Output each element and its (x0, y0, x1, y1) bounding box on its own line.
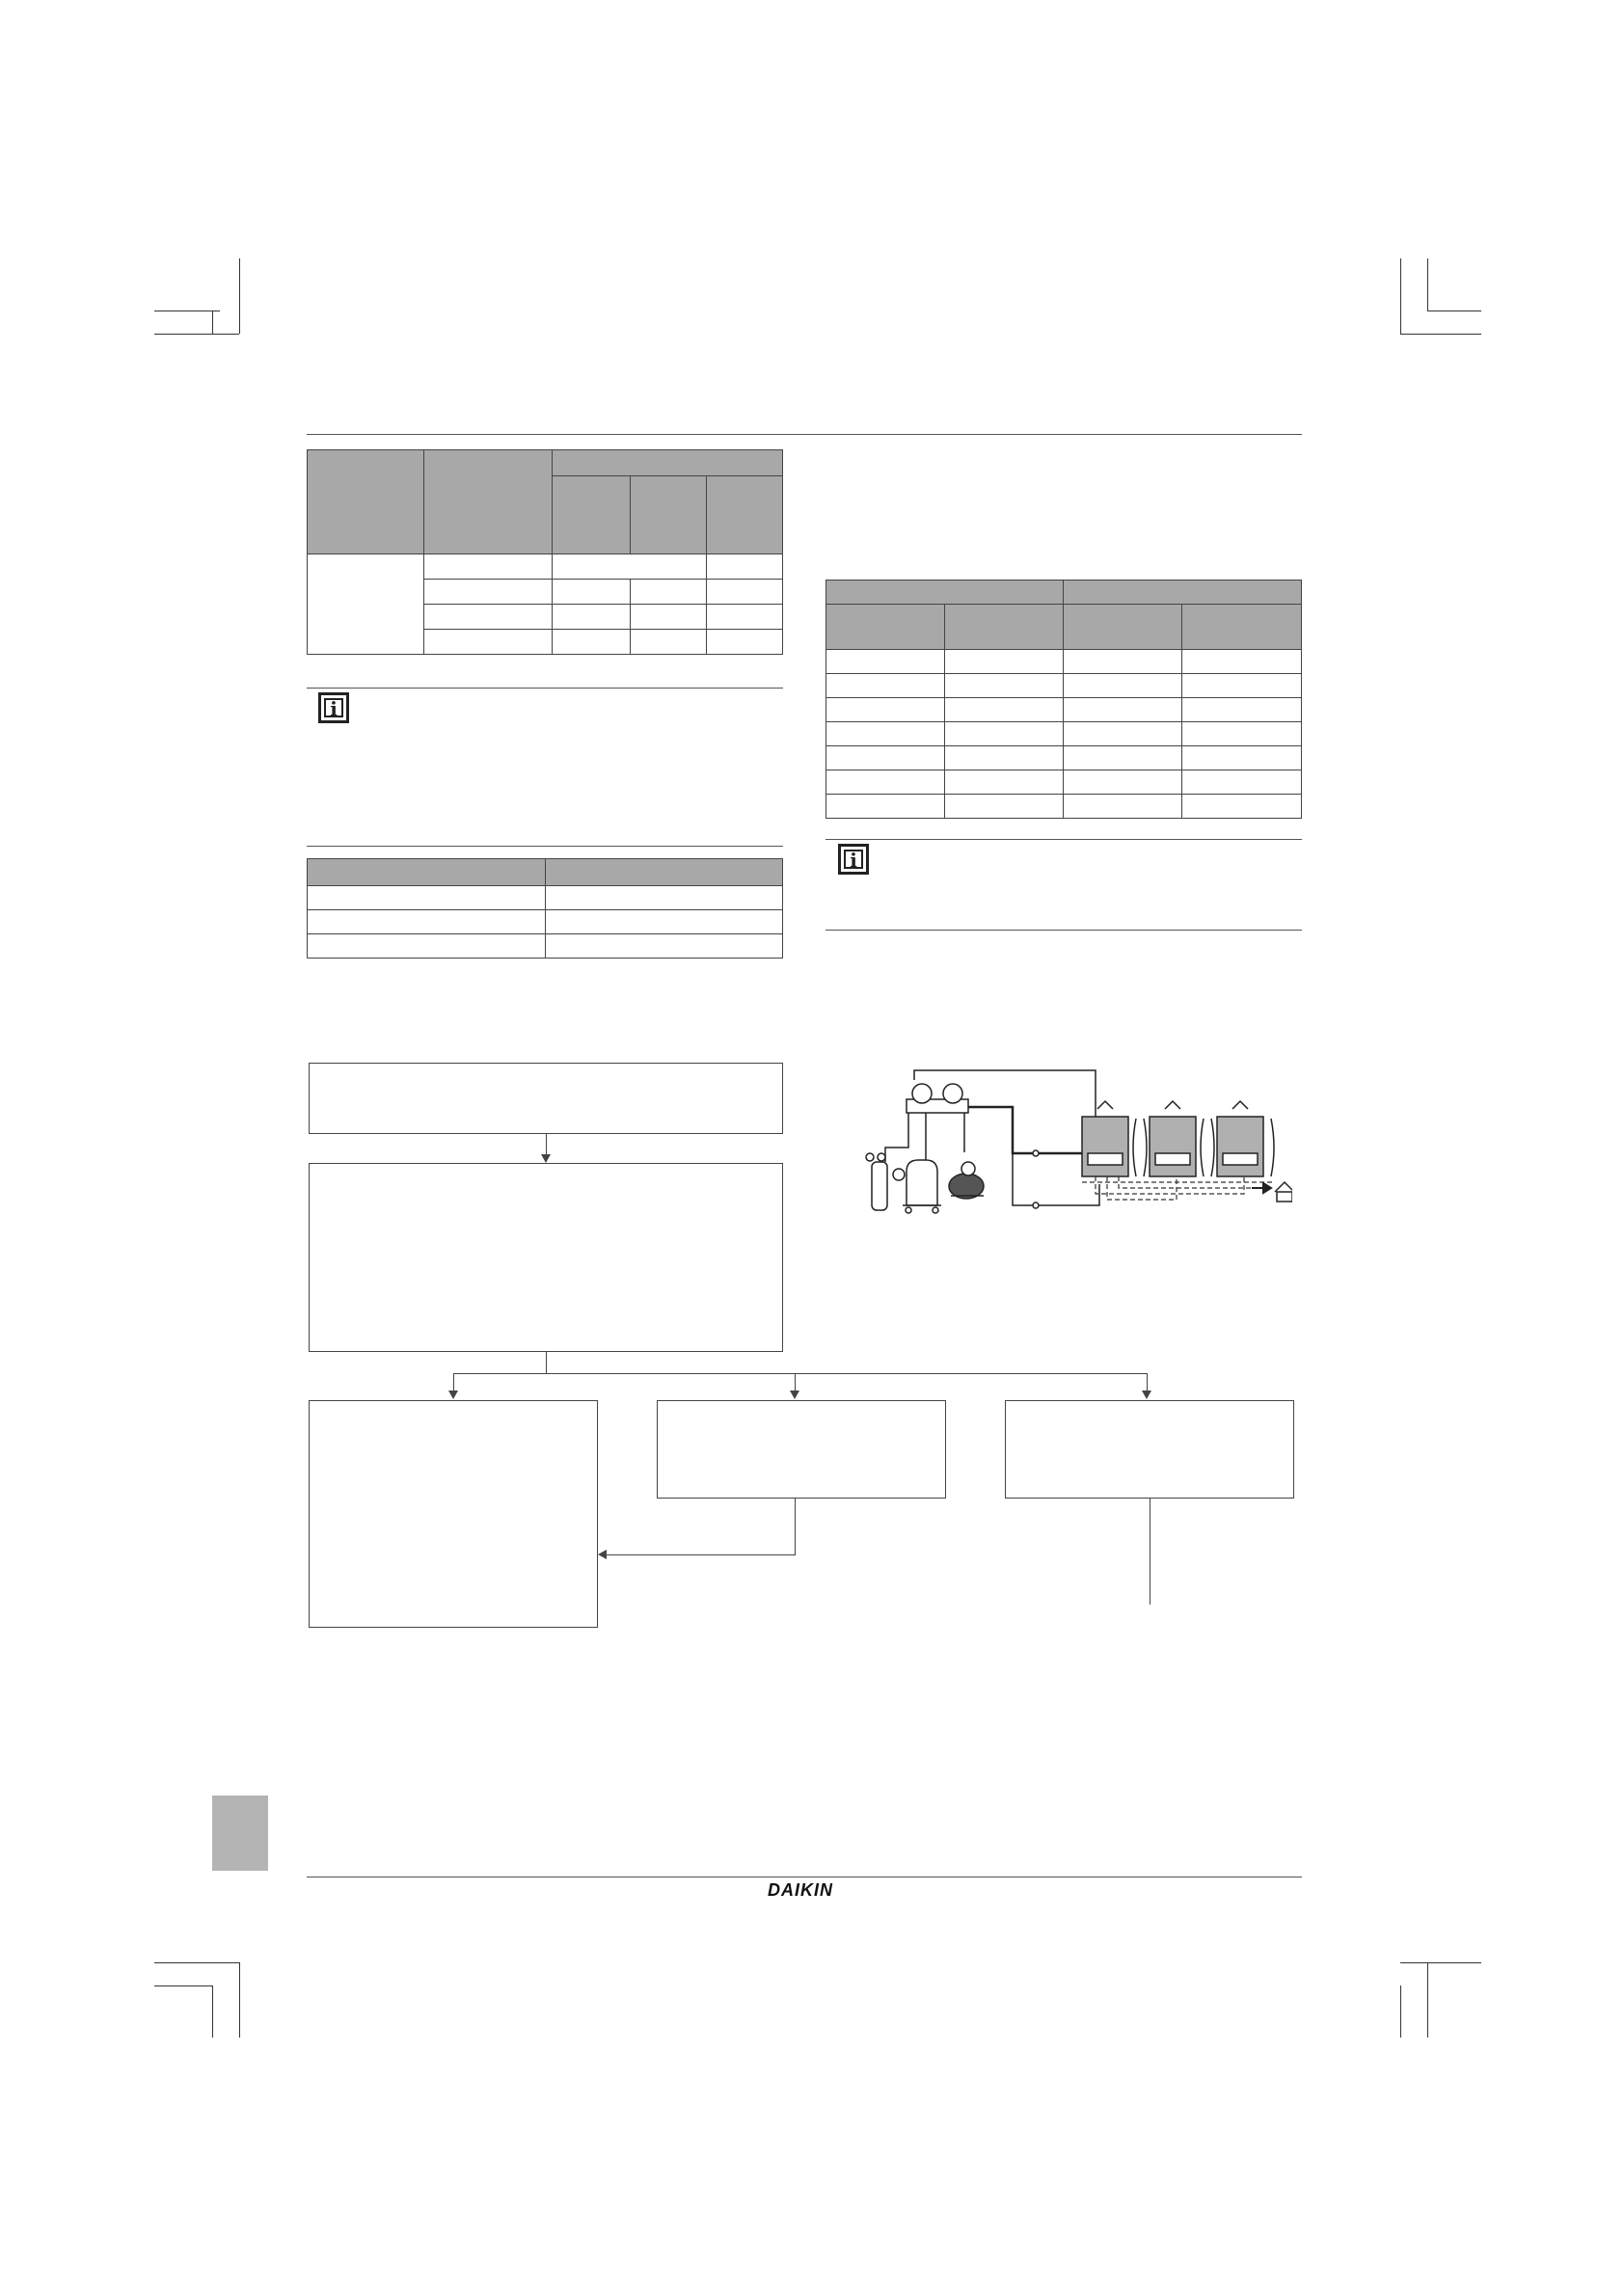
table-cell (826, 770, 945, 795)
table-cell (826, 650, 945, 674)
table-cell (1182, 722, 1302, 746)
table-cell (707, 476, 783, 554)
crop-mark-br-h (1400, 1962, 1481, 1963)
info-note-left-bottom-rule (307, 846, 783, 847)
info-icon: i (318, 692, 349, 723)
info-note-right-bottom-rule (826, 930, 1302, 931)
table-cell (631, 605, 707, 630)
table-cell (945, 746, 1064, 770)
table-cell (1182, 650, 1302, 674)
table-cell (1064, 795, 1182, 819)
table-cell (1064, 746, 1182, 770)
table-cell (553, 605, 631, 630)
table-cell (1182, 746, 1302, 770)
table-cell (826, 722, 945, 746)
table-cell (826, 674, 945, 698)
table-right (826, 580, 1302, 819)
table-cell (631, 476, 707, 554)
table-cell (424, 554, 553, 580)
table-cell (308, 886, 546, 910)
flow-box-2 (309, 1163, 783, 1352)
pump-down-diagram (858, 1061, 1292, 1225)
table-cell (707, 630, 783, 655)
side-tab (212, 1796, 268, 1871)
table-cell (553, 554, 707, 580)
flow-box-1 (309, 1063, 783, 1134)
info-icon: i (838, 844, 869, 875)
table-cell (631, 580, 707, 605)
crop-mark-tr-v2 (1427, 258, 1428, 311)
table-cell (707, 580, 783, 605)
flow-connector (546, 1352, 547, 1373)
table-cell (546, 886, 783, 910)
table-cell (1064, 674, 1182, 698)
crop-mark-br-v (1427, 1962, 1428, 2038)
flow-arrow (448, 1391, 458, 1399)
table-cell (826, 698, 945, 722)
flow-arrow (790, 1391, 799, 1399)
flow-arrow-left (598, 1550, 607, 1559)
table-cell (826, 605, 945, 650)
table-cell (945, 795, 1064, 819)
table-cell (631, 630, 707, 655)
table-cell (553, 450, 783, 476)
table-cell (1182, 698, 1302, 722)
table-cell (308, 554, 424, 655)
table-cell (1064, 722, 1182, 746)
flow-arrow (541, 1154, 551, 1163)
crop-mark-tr-h2 (1400, 334, 1481, 335)
table-cell (424, 605, 553, 630)
table-cell (945, 605, 1064, 650)
table-cell (1064, 581, 1302, 605)
crop-mark-tr-v (1400, 258, 1401, 334)
table-cell (1182, 770, 1302, 795)
info-note-right-top-rule (826, 839, 1302, 840)
table-cell (1182, 674, 1302, 698)
table-cell (707, 554, 783, 580)
table-cell (546, 910, 783, 934)
table-left-top (307, 449, 783, 655)
table-cell (553, 580, 631, 605)
flow-box-5 (1005, 1400, 1294, 1499)
table-cell (1064, 605, 1182, 650)
table-cell (308, 910, 546, 934)
table-cell (945, 698, 1064, 722)
flow-branch-line (453, 1373, 1147, 1374)
flow-connector (546, 1134, 547, 1155)
table-cell (1182, 795, 1302, 819)
info-note-left-top-rule (307, 688, 783, 689)
crop-mark-bl-v (239, 1962, 240, 2038)
crop-mark-bl-h2 (154, 1985, 212, 1986)
table-cell (1064, 650, 1182, 674)
table-cell (826, 795, 945, 819)
flow-connector (1147, 1373, 1148, 1391)
table-cell (707, 605, 783, 630)
table-cell (546, 934, 783, 959)
table-cell (553, 476, 631, 554)
flow-arrow (1142, 1391, 1151, 1399)
table-cell (424, 450, 553, 554)
flow-connector (795, 1373, 796, 1391)
flow-box-4 (657, 1400, 946, 1499)
crop-mark-br-v2 (1400, 1985, 1401, 2038)
table-cell (308, 934, 546, 959)
table-cell (546, 859, 783, 886)
table-cell (945, 650, 1064, 674)
table-cell (945, 770, 1064, 795)
brand-logo: DAIKIN (768, 1880, 833, 1900)
table-cell (308, 859, 546, 886)
crop-mark-tl-v (239, 258, 240, 334)
table-cell (945, 674, 1064, 698)
table-cell (1182, 605, 1302, 650)
flow-connector (795, 1499, 796, 1554)
table-cell (1064, 770, 1182, 795)
table-cell (308, 450, 424, 554)
flow-box-3 (309, 1400, 598, 1628)
header-rule (307, 434, 1302, 435)
crop-mark-bl-h (154, 1962, 239, 1963)
crop-mark-tl-h2 (154, 334, 239, 335)
table-cell (1064, 698, 1182, 722)
table-cell (945, 722, 1064, 746)
flow-return-line (606, 1554, 796, 1555)
table-cell (424, 630, 553, 655)
crop-mark-tl-v2 (212, 311, 213, 334)
table-left-bottom (307, 858, 783, 959)
table-cell (553, 630, 631, 655)
table-cell (826, 746, 945, 770)
crop-mark-bl-v2 (212, 1985, 213, 2038)
table-cell (424, 580, 553, 605)
flow-connector (453, 1373, 454, 1391)
table-cell (826, 581, 1064, 605)
